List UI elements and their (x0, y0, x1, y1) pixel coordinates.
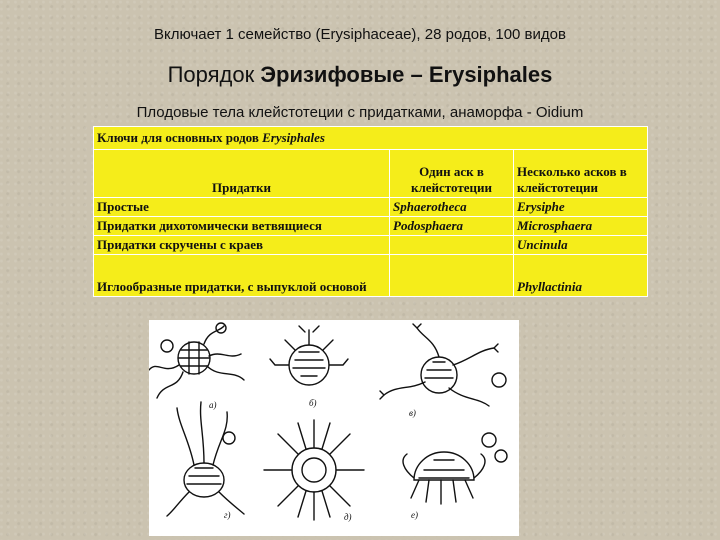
table-title-row (94, 127, 648, 150)
row-many-asci: Uncinula (514, 236, 648, 255)
table-title (94, 127, 648, 150)
cleistothecia-illustration (149, 320, 519, 536)
drawing-microsphaera (380, 324, 506, 406)
row-label: Придатки скручены с краев (94, 236, 390, 255)
slide-caption: Плодовые тела клейстотеции с придатками, анаморфа - Oidium (136, 104, 584, 121)
table-row (94, 236, 648, 255)
figure-label: д) (344, 512, 352, 522)
row-label: Придатки дихотомически ветвящиеся (94, 217, 390, 236)
table-header-row (94, 150, 648, 198)
header-appendages: Придатки (94, 150, 390, 198)
drawing-erysiphe (167, 402, 244, 516)
heading-order-name: Эризифовые – Erysiphales (260, 62, 553, 87)
genus-key-table (93, 126, 648, 297)
row-many-asci: Erysiphe (514, 198, 648, 217)
heading-prefix: Порядок (167, 62, 261, 87)
figure-label: е) (411, 510, 418, 520)
row-label: Простые (94, 198, 390, 217)
drawing-podosphaera (270, 326, 348, 385)
figure-label: г) (224, 510, 231, 520)
figure-label: в) (409, 408, 416, 418)
row-one-ascus: Podosphaera (390, 217, 514, 236)
table-title-prefix: Ключи для основных родов (97, 130, 263, 145)
figure-label: а) (209, 400, 217, 410)
table-title-genus: Erysiphales (262, 130, 325, 145)
row-one-ascus (390, 236, 514, 255)
slide-heading (0, 62, 720, 88)
table-row (94, 198, 648, 217)
drawing-uncinula (403, 433, 507, 504)
figure-label: б) (309, 398, 317, 408)
slide-subtitle: Включает 1 семейство (Erysiphaceae), 28 родов, 100 видов (154, 26, 566, 43)
drawing-phyllactinia (264, 420, 364, 520)
drawing-sphaerotheca (149, 323, 244, 398)
header-one-ascus: Один аск в клейстотеции (390, 150, 514, 198)
header-many-asci: Несколько асков в клейстотеции (514, 150, 648, 198)
row-one-ascus (390, 255, 514, 297)
row-many-asci: Microsphaera (514, 217, 648, 236)
row-one-ascus: Sphaerotheca (390, 198, 514, 217)
cleistothecia-drawings (149, 320, 519, 536)
row-label: Иглообразные придатки, с выпуклой основой (94, 255, 390, 297)
table-row (94, 255, 648, 297)
row-many-asci: Phyllactinia (514, 255, 648, 297)
table-row (94, 217, 648, 236)
